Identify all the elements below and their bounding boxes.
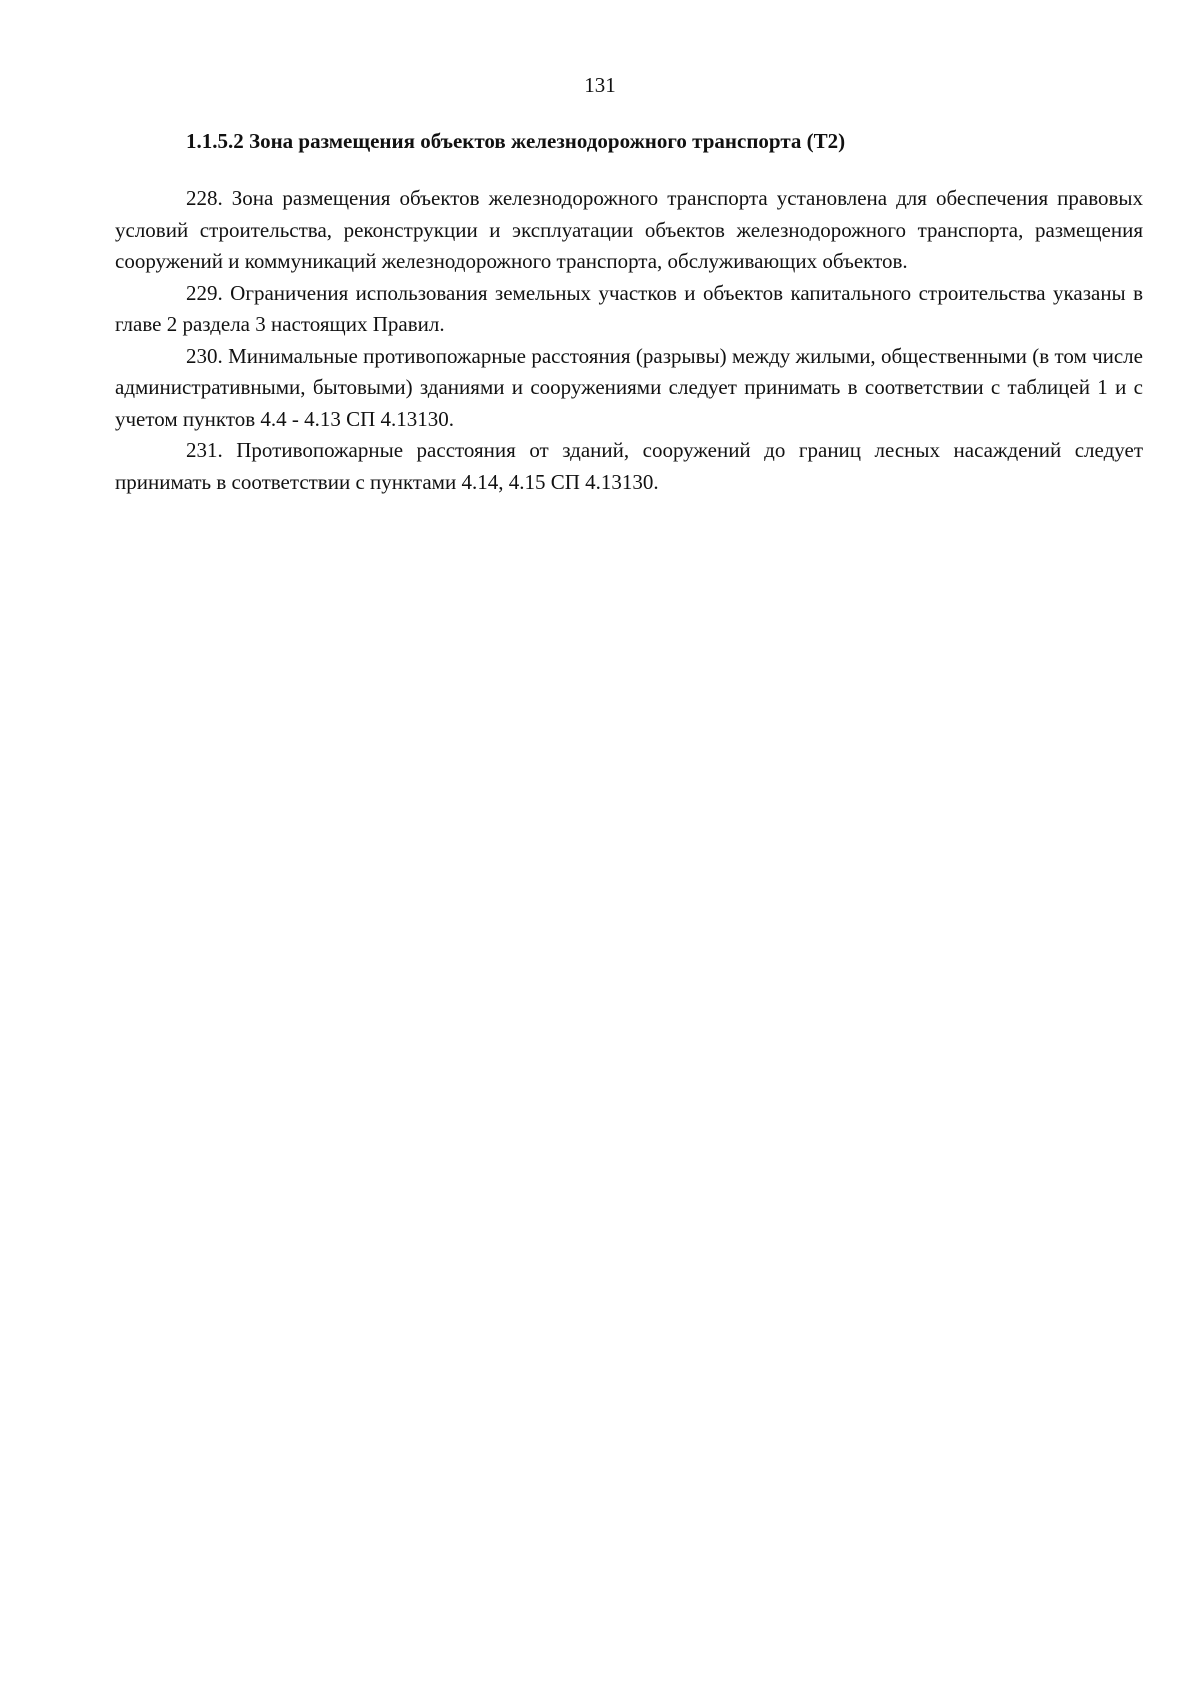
section-heading: 1.1.5.2 Зона размещения объектов железнодорожного транспорта (Т2) bbox=[186, 129, 846, 153]
paragraph-228: 228. Зона размещения объектов железнодорожного транспорта установлена для обеспечения правовых условий строительства, реконструкции и эксплуатации объектов железнодорожного транспорта, размещения сооружений и коммуникаций железнодорожного транспорта, обслуживающих объектов. bbox=[115, 186, 1143, 273]
body-text bbox=[115, 183, 1143, 498]
paragraph-229: 229. Ограничения использования земельных участков и объектов капитального строительства указаны в главе 2 раздела 3 настоящих Правил. bbox=[115, 280, 1143, 336]
page-number: 131 bbox=[584, 73, 616, 97]
paragraph-231: 231. Противопожарные расстояния от зданий, сооружений до границ лесных насаждений следует принимать в соответствии с пунктами 4.14, 4.15 СП 4.13130. bbox=[115, 438, 1143, 494]
paragraph-230: 230. Минимальные противопожарные расстояния (разрывы) между жилыми, общественными (в том числе административными, бытовыми) зданиями и сооружениями следует принимать в соответствии с таблицей 1 и с учетом пунктов 4.4 - 4.13 СП 4.13130. bbox=[115, 343, 1143, 431]
